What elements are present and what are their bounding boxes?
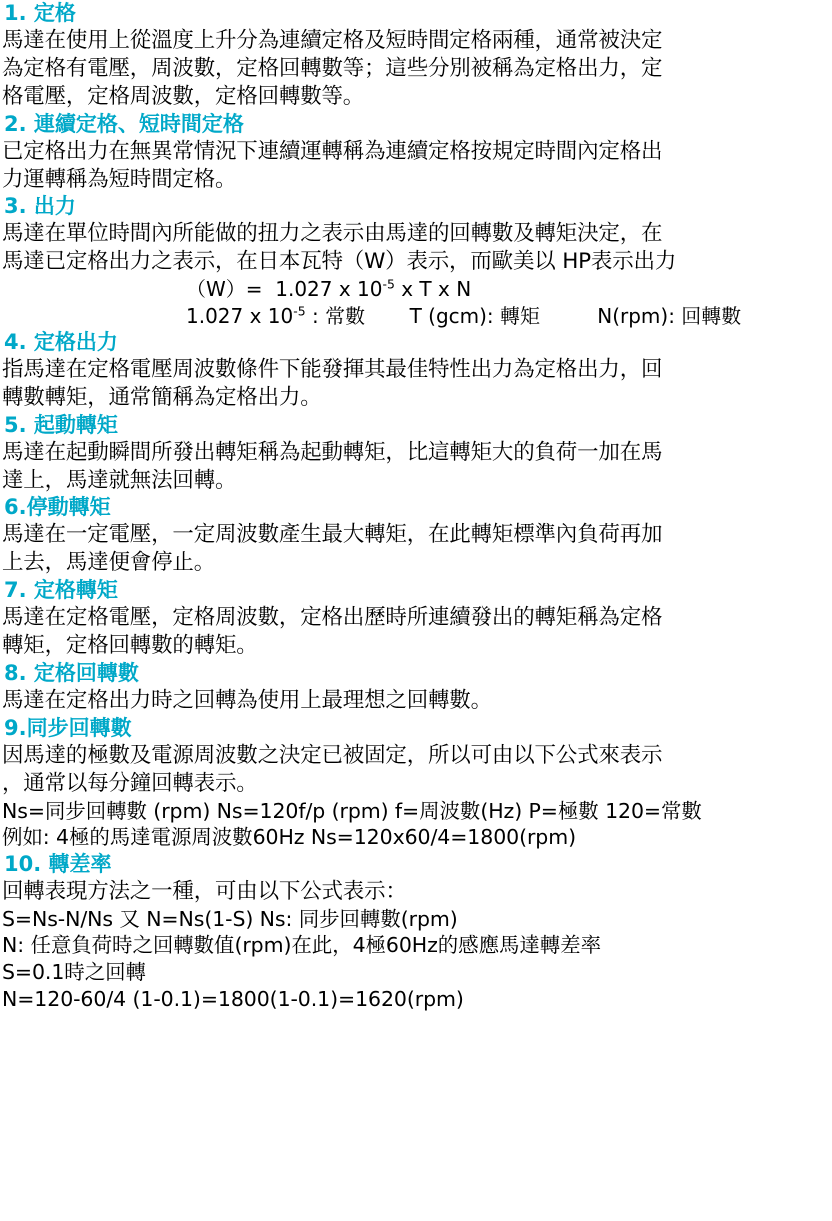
section-5-starting-torque: [0, 412, 832, 495]
section-heading: 8. 定格回轉數: [4, 660, 139, 685]
formula-synchronous-speed: Ns=同步回轉數 (rpm) Ns=120f/p (rpm) f=周波數(Hz) P=極數 120=常數: [2, 798, 702, 823]
body-line: 上去，馬達便會停止。: [2, 550, 216, 576]
section-heading: 7. 定格轉矩: [4, 578, 118, 603]
body-line: 轉數轉矩，通常簡稱為定格出力。: [2, 384, 322, 410]
section-4-rated-output: [0, 329, 832, 412]
section-heading: 4. 定格出力: [4, 329, 118, 354]
section-heading: 10. 轉差率: [4, 851, 112, 876]
body-line: 轉矩，定格回轉數的轉矩。: [2, 633, 258, 659]
formula-part: : 常數 T (gcm): 轉矩 N(rpm): 回轉數: [305, 303, 742, 328]
body-line: 馬達在使用上從溫度上升分為連續定格及短時間定格兩種，通常被決定: [2, 27, 663, 53]
body-line: 因馬達的極數及電源周波數之決定已被固定，所以可由以下公式來表示: [2, 742, 663, 768]
formula-part: x T x N: [394, 277, 472, 302]
body-line: 回轉表現方法之一種，可由以下公式表示：: [2, 878, 407, 904]
section-7-rated-torque: [0, 577, 832, 660]
formula-slip-result: N=120-60/4 (1-0.1)=1800(1-0.1)=1620(rpm): [2, 986, 464, 1011]
section-1-ding-ge: [0, 0, 832, 111]
section-10-slip-rate: [0, 851, 832, 1012]
section-heading: 1. 定格: [4, 1, 76, 25]
section-heading: 5. 起動轉矩: [4, 412, 118, 437]
formula-slip: S=Ns-N/Ns 又 N=Ns(1-S) Ns: 同步回轉數(rpm): [2, 906, 458, 931]
section-heading: 6.停動轉矩: [4, 495, 111, 520]
body-line: 馬達在單位時間內所能做的扭力之表示由馬達的回轉數及轉矩決定，在: [2, 221, 663, 247]
body-line: 為定格有電壓，周波數，定格回轉數等；這些分別被稱為定格出力，定: [2, 55, 663, 81]
formula-legend: [0, 303, 832, 329]
formula-exponent: -5: [293, 302, 306, 318]
formula-exponent: -5: [382, 276, 395, 292]
body-line: 馬達在一定電壓，一定周波數產生最大轉矩，在此轉矩標準內負荷再加: [2, 522, 663, 548]
section-heading: 2. 連續定格、短時間定格: [4, 111, 244, 136]
body-line: 馬達在起動瞬間所發出轉矩稱為起動轉矩，比這轉矩大的負荷一加在馬: [2, 439, 663, 465]
section-6-stall-torque: [0, 494, 832, 577]
body-line: 馬達在定格電壓，定格周波數，定格出歷時所連續發出的轉矩稱為定格: [2, 605, 663, 631]
body-line: 馬達在定格出力時之回轉為使用上最理想之回轉數。: [2, 687, 492, 713]
section-heading: 9.同步回轉數: [4, 715, 132, 740]
formula-output: [0, 276, 832, 302]
body-line: 馬達已定格出力之表示，在日本瓦特（W）表示，而歐美以 HP表示出力: [2, 249, 677, 275]
section-heading: 3. 出力: [4, 194, 76, 219]
formula-slip-condition: S=0.1時之回轉: [2, 959, 146, 984]
body-line: 指馬達在定格電壓周波數條件下能發揮其最佳特性出力為定格出力，回: [2, 356, 663, 382]
formula-example: 例如: 4極的馬達電源周波數60Hz Ns=120x60/4=1800(rpm): [2, 825, 576, 850]
section-8-rated-speed: [0, 660, 832, 715]
formula-part: 1.027 x 10: [186, 303, 294, 328]
section-9-synchronous-speed: [0, 715, 832, 851]
section-3-output: [0, 193, 832, 329]
body-line: 達上，馬達就無法回轉。: [2, 467, 237, 493]
body-line: 力運轉稱為短時間定格。: [2, 166, 237, 192]
body-line: 已定格出力在無異常情況下連續運轉稱為連續定格按規定時間內定格出: [2, 138, 663, 164]
body-line: ，通常以每分鐘回轉表示。: [2, 770, 258, 796]
formula-slip-note: N: 任意負荷時之回轉數值(rpm)在此，4極60Hz的感應馬達轉差率: [2, 933, 601, 958]
section-2-continuous-rating: [0, 111, 832, 194]
body-line: 格電壓，定格周波數，定格回轉數等。: [2, 83, 365, 109]
formula-part: （W）= 1.027 x 10: [186, 277, 383, 302]
